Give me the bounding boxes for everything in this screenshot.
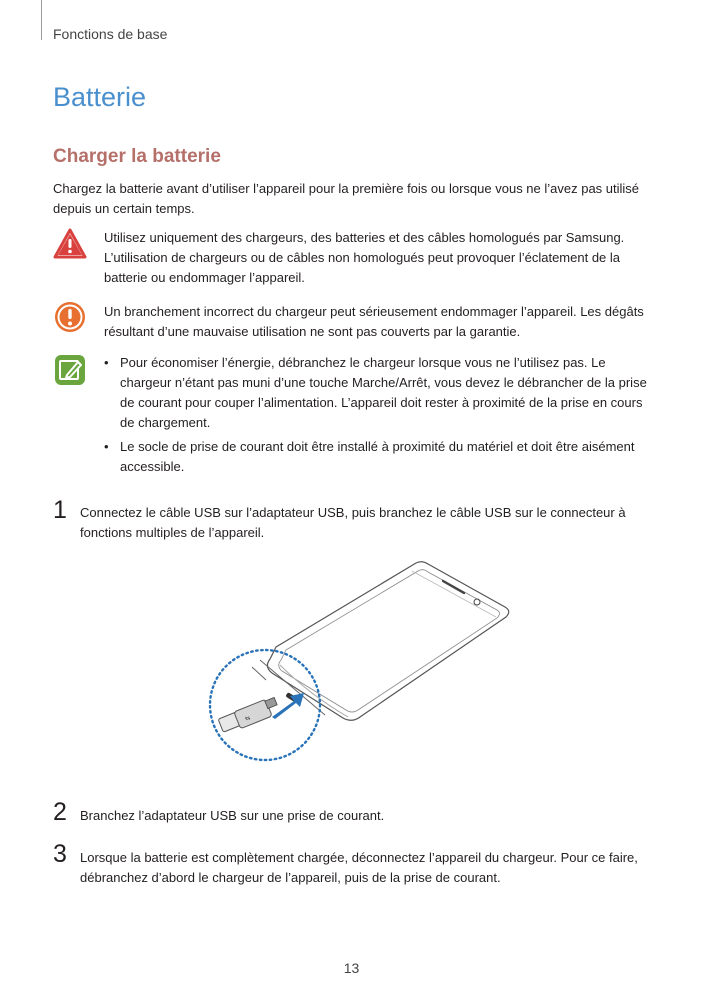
warning-triangle-icon	[53, 228, 87, 265]
section-title: Charger la batterie	[53, 146, 221, 167]
note-item	[104, 437, 659, 477]
step-number: 1	[53, 496, 67, 524]
note-item-text: Pour économiser l’énergie, débranchez le chargeur lorsque vous ne l’utilisez pas. Le chargeur n’étant pas muni d’une touche Marche/Arrêt, vous devez le débrancher de la prise de courant pour couper l’alimentation. L’appareil doit rester à proximité de la prise en cours de chargement.	[120, 355, 647, 430]
caution-circle-icon	[54, 301, 86, 338]
step-number: 2	[53, 798, 67, 826]
caution-text: Un branchement incorrect du chargeur peut sérieusement endommager l’appareil. Les dégâts résultant d’une mauvaise utilisation ne sont pas couverts par la garantie.	[104, 304, 644, 339]
svg-text:⇆: ⇆	[244, 714, 252, 723]
page-number: 13	[343, 960, 360, 976]
running-header: Fonctions de base	[53, 26, 168, 42]
step-number: 3	[53, 840, 67, 868]
note-pencil-icon	[54, 354, 86, 391]
note-item-text: Le socle de prise de courant doit être installé à proximité du matériel et doit être aisément accessible.	[120, 439, 635, 474]
note-item	[104, 353, 659, 433]
intro-paragraph: Chargez la batterie avant d’utiliser l’appareil pour la première fois ou lorsque vous ne l’avez pas utilisé depuis un certain temps.	[53, 181, 640, 216]
page-title: Batterie	[53, 82, 147, 112]
header-rule	[41, 0, 42, 40]
phone-charging-illustration	[200, 555, 520, 785]
note-list	[104, 353, 659, 481]
bullet: •	[104, 355, 109, 370]
step-text: Branchez l’adaptateur USB sur une prise de courant.	[80, 808, 385, 823]
warning-text: Utilisez uniquement des chargeurs, des batteries et des câbles homologués par Samsung. L’utilisation de chargeurs ou de câbles non homologués peut provoquer l’éclatement de la batterie ou endommager l’appareil.	[104, 230, 625, 285]
step-text: Lorsque la batterie est complètement chargée, déconnectez l’appareil du chargeur. Pour ce faire, débranchez d’abord le chargeur de l’appareil, puis de la prise de courant.	[80, 850, 638, 885]
step-text: Connectez le câble USB sur l’adaptateur USB, puis branchez le câble USB sur le connecteur à fonctions multiples de l’appareil.	[80, 505, 626, 540]
bullet: •	[104, 439, 109, 454]
